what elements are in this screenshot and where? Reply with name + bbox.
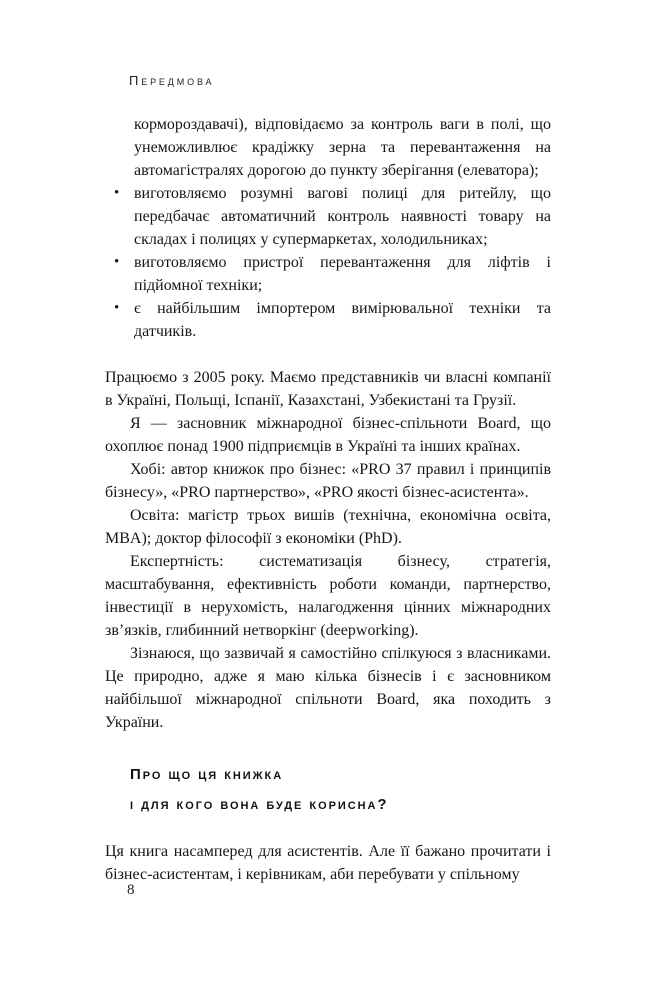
paragraph: Працюємо з 2005 року. Маємо представників чи власні компанії в Україні, Польщі, Іспанії, Казахстані, Узбекистані та Грузії.: [105, 369, 551, 409]
paragraph: Освіта: магістр трьох вишів (технічна, економічна освіта, MBA); доктор філософії з економіки (PhD).: [105, 507, 551, 547]
paragraph: Хобі: автор книжок про бізнес: «PRO 37 правил і принципів бізнесу», «PRO партнерство», «PRO якості бізнес-асистента».: [105, 461, 551, 501]
bullet-marker-icon: •: [114, 300, 120, 316]
list-item: [105, 297, 551, 343]
section-heading-line2: і для кого вона буде корисна?: [130, 796, 389, 813]
paragraph: Експертність: систематизація бізнесу, стратегія, масштабування, ефективність роботи команди, партнерство, інвестиції в нерухомість, налагодження цінних міжнародних зв’язків, глибинний нетворкінг (deepworking).: [105, 553, 551, 639]
list-item-text: є найбільшим імпортером вимірювальної техніки та датчиків.: [134, 300, 551, 340]
page-content: [105, 74, 551, 886]
paragraph-block: [105, 366, 551, 734]
list-item: [105, 113, 551, 182]
list-item-text: виготовляємо пристрої перевантаження для ліфтів і підйомної техніки;: [134, 254, 551, 294]
page-number: 8: [127, 882, 135, 898]
closing-paragraph: Ця книга насамперед для асистентів. Але її бажано прочитати і бізнес-асистентам, і керівникам, аби перебувати у спільному: [105, 843, 551, 883]
section-heading-line1: Про що ця книжка: [130, 766, 284, 783]
paragraph: Зізнаюся, що зазвичай я самостійно спілкуюся з власниками. Це природно, адже я маю кілька бізнесів і є засновником найбільшої міжнародної спільноти Board, яка походить з України.: [105, 645, 551, 731]
bullet-marker-icon: •: [114, 254, 120, 270]
list-item-text: виготовляємо розумні вагові полиці для ритейлу, що передбачає автоматичний контроль наявності товару на складах і полицях у супермаркетах, холодильниках;: [134, 185, 551, 248]
section-heading: [130, 760, 551, 820]
list-item-text: кормороздавачі), відповідаємо за контроль ваги в полі, що унеможливлює крадіжку зерна та перевантаження на автомагістралях дорогою до пункту зберігання (елеватора);: [134, 116, 551, 179]
bullet-marker-icon: •: [114, 185, 120, 201]
bullet-list: [105, 113, 551, 343]
list-item: [105, 251, 551, 297]
list-item: [105, 182, 551, 251]
paragraph: Я — засновник міжнародної бізнес-спільноти Board, що охоплює понад 1900 підприємців в Україні та інших країнах.: [105, 415, 551, 455]
running-header: Передмова: [129, 73, 215, 88]
